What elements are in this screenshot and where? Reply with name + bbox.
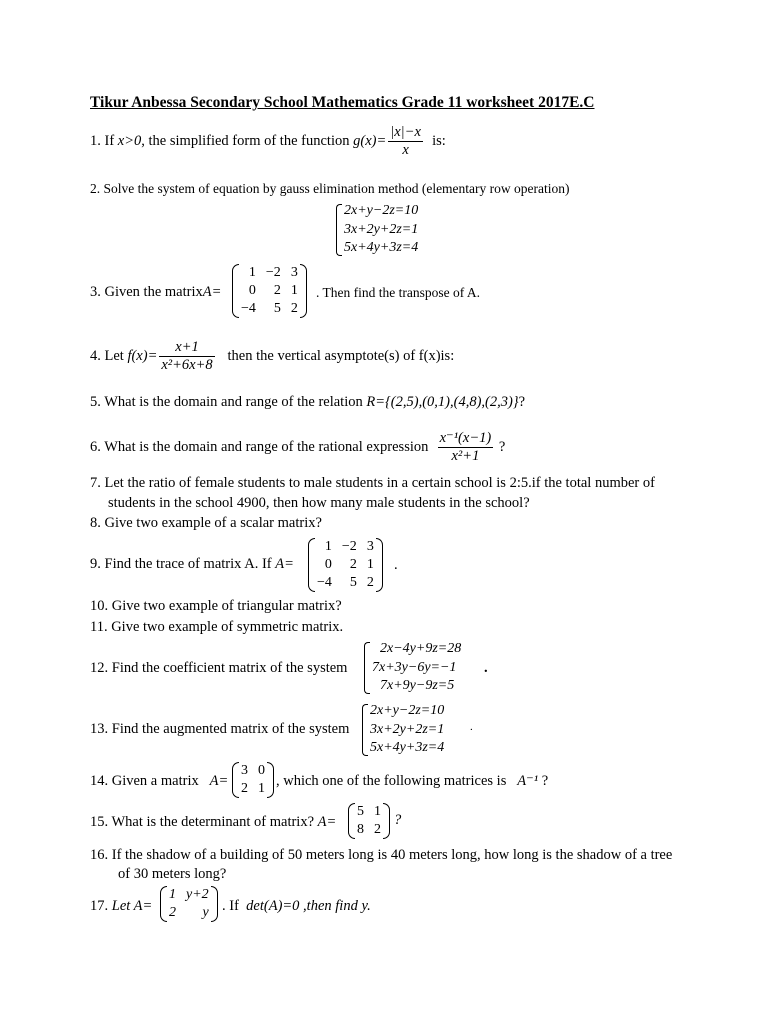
- question-4: [90, 339, 454, 374]
- q9-cell: 5: [349, 575, 357, 590]
- q6-denominator: x²+1: [451, 448, 480, 464]
- q3-suffix-wrap: [316, 285, 480, 302]
- q9-cell: 1: [324, 539, 332, 554]
- q9-cell: 0: [324, 557, 332, 572]
- q15-cell: 8: [357, 822, 364, 837]
- q9-text: 9. Find the trace of matrix A. If: [90, 556, 276, 572]
- question-6: [90, 430, 505, 465]
- q9-cell: 2: [366, 575, 374, 590]
- q17-cell: y: [202, 905, 209, 920]
- q2-equation-1: 2x+y−2z=10: [344, 203, 419, 218]
- q6-suffix: ?: [498, 438, 506, 455]
- q13-equation-3: 5x+4y+3z=4: [370, 740, 445, 755]
- q6-numerator: x⁻¹(x−1): [439, 430, 492, 446]
- q12-suffix: .: [484, 660, 488, 676]
- q17-condition: det(A)=0 ,then find y.: [246, 898, 371, 914]
- question-7-line-2: students in the school 4900, then how many male students in the school?: [108, 495, 530, 511]
- q13-equation-1: 2x+y−2z=10: [370, 703, 445, 718]
- worksheet-title: Tikur Anbessa Secondary School Mathematics Grade 11 worksheet 2017E.C: [90, 94, 595, 111]
- q12-equation-1: 2x−4y+9z=28: [380, 641, 462, 656]
- q3-cell: 5: [273, 301, 281, 316]
- q1-fraction: [388, 124, 423, 159]
- q17-matrix: [164, 886, 214, 922]
- q3-suffix: . Then find the transpose of A.: [316, 285, 480, 300]
- q13-equation-2: 3x+2y+2z=1: [370, 721, 445, 737]
- q6-fraction: [438, 430, 494, 465]
- q3-cell: 1: [248, 265, 256, 280]
- q3-cell: 0: [248, 283, 256, 298]
- q15-lhs: A=: [317, 814, 337, 830]
- q2-equation-system: [338, 202, 418, 258]
- q1-function-lhs: g(x)=: [353, 132, 387, 149]
- q14-rest: [276, 773, 548, 790]
- q13-suffix: .: [470, 721, 473, 733]
- q3-cell: −4: [241, 301, 256, 316]
- q17-prefix: 17.: [90, 898, 112, 914]
- q1-condition: x>0: [117, 132, 142, 149]
- q1-numerator: |x|−x: [390, 124, 421, 140]
- q14-matrix: [236, 762, 270, 798]
- q14-inverse: A⁻¹: [517, 773, 539, 789]
- q9-cell: −2: [341, 539, 357, 554]
- q1-text: , the simplified form of the function: [141, 132, 354, 149]
- question-5: [90, 394, 525, 411]
- q3-prefix: 3. Given the matrix: [90, 284, 203, 300]
- q14-text: , which one of the following matrices is: [276, 773, 510, 789]
- question-16-line-1: 16. If the shadow of a building of 50 meters long is 40 meters long, how long is the shadow of a tree: [90, 847, 673, 863]
- q3-lhs: A=: [202, 284, 222, 300]
- q9-cell: 1: [366, 557, 374, 572]
- q1-suffix: is:: [432, 132, 446, 149]
- question-15: [90, 814, 336, 831]
- q12-equation-2: 7x+3y−6y=−1: [372, 659, 457, 675]
- q5-suffix: ?: [518, 394, 526, 410]
- q3-cell: 2: [273, 283, 281, 298]
- q9-cell: −4: [317, 575, 332, 590]
- question-16-line-2: of 30 meters long?: [118, 866, 227, 882]
- q15-matrix: [352, 803, 386, 839]
- q14-cell: 0: [258, 763, 265, 778]
- q3-cell: 1: [290, 283, 298, 298]
- q14-cell: 1: [258, 781, 265, 796]
- question-8: 8. Give two example of a scalar matrix?: [90, 515, 322, 531]
- q17-rest: [222, 898, 371, 915]
- q3-cell: 2: [290, 301, 298, 316]
- q14-prefix: 14. Given a matrix: [90, 773, 203, 789]
- q4-denominator: x²+6x+8: [161, 357, 213, 373]
- q14-suffix: ?: [541, 773, 549, 789]
- q12-equation-3: 7x+9y−9z=5: [380, 678, 455, 693]
- q17-cell: 2: [169, 905, 176, 920]
- q3-matrix: [236, 264, 303, 318]
- q15-cell: 1: [374, 804, 381, 819]
- question-9: [90, 556, 294, 573]
- q17-cell: y+2: [186, 887, 209, 902]
- q4-suffix: then the vertical asymptote(s) of f(x)is:: [227, 347, 455, 364]
- q9-cell: 3: [366, 539, 374, 554]
- q3-cell: −2: [265, 265, 281, 280]
- question-13: 13. Find the augmented matrix of the system: [90, 721, 350, 737]
- q14-cell: 3: [241, 763, 248, 778]
- q14-cell: 2: [241, 781, 248, 796]
- question-10: 10. Give two example of triangular matrix?: [90, 598, 342, 614]
- question-3: [90, 284, 221, 301]
- q9-cell: 2: [349, 557, 357, 572]
- q15-cell: 2: [374, 822, 381, 837]
- question-11: 11. Give two example of symmetric matrix.: [90, 619, 344, 635]
- question-2: [90, 181, 570, 198]
- q4-lhs: f(x)=: [127, 347, 158, 364]
- question-12: 12. Find the coefficient matrix of the system: [90, 660, 348, 676]
- q3-cell: 3: [290, 265, 298, 280]
- q17-text: . If: [222, 898, 243, 914]
- question-7-line-1: 7. Let the ratio of female students to male students in a certain school is 2:5.if the total number of: [90, 475, 655, 491]
- q9-lhs: A=: [275, 556, 294, 572]
- q15-cell: 5: [357, 804, 364, 819]
- question-1: [90, 124, 446, 159]
- q12-equation-system: [366, 640, 461, 696]
- q17-let: Let A=: [111, 898, 153, 914]
- q9-matrix: [312, 538, 379, 592]
- q5-text: 5. What is the domain and range of the relation: [90, 394, 367, 410]
- question-14: [90, 773, 228, 790]
- q4-prefix: 4. Let: [90, 347, 128, 364]
- q15-suffix: ?: [394, 812, 402, 828]
- q13-equation-system: [364, 702, 444, 758]
- q17-cell: 1: [169, 887, 176, 902]
- q2-equation-3: 5x+4y+3z=4: [344, 240, 419, 255]
- q9-suffix: .: [394, 557, 398, 573]
- q2-equation-2: 3x+2y+2z=1: [344, 221, 419, 237]
- q1-prefix: 1. If: [90, 132, 118, 149]
- q5-relation: R={(2,5),(0,1),(4,8),(2,3)}: [366, 394, 519, 410]
- q14-lhs: A=: [209, 773, 229, 789]
- question-17: [90, 898, 152, 915]
- q4-fraction: [159, 339, 214, 374]
- q15-text: 15. What is the determinant of matrix?: [90, 814, 318, 830]
- q6-text: 6. What is the domain and range of the rational expression: [90, 438, 429, 455]
- q4-numerator: x+1: [159, 339, 214, 357]
- q1-denominator: x: [402, 142, 409, 158]
- q2-brace: [336, 204, 342, 256]
- q2-text: 2. Solve the system of equation by gauss elimination method (elementary row operation): [90, 181, 570, 196]
